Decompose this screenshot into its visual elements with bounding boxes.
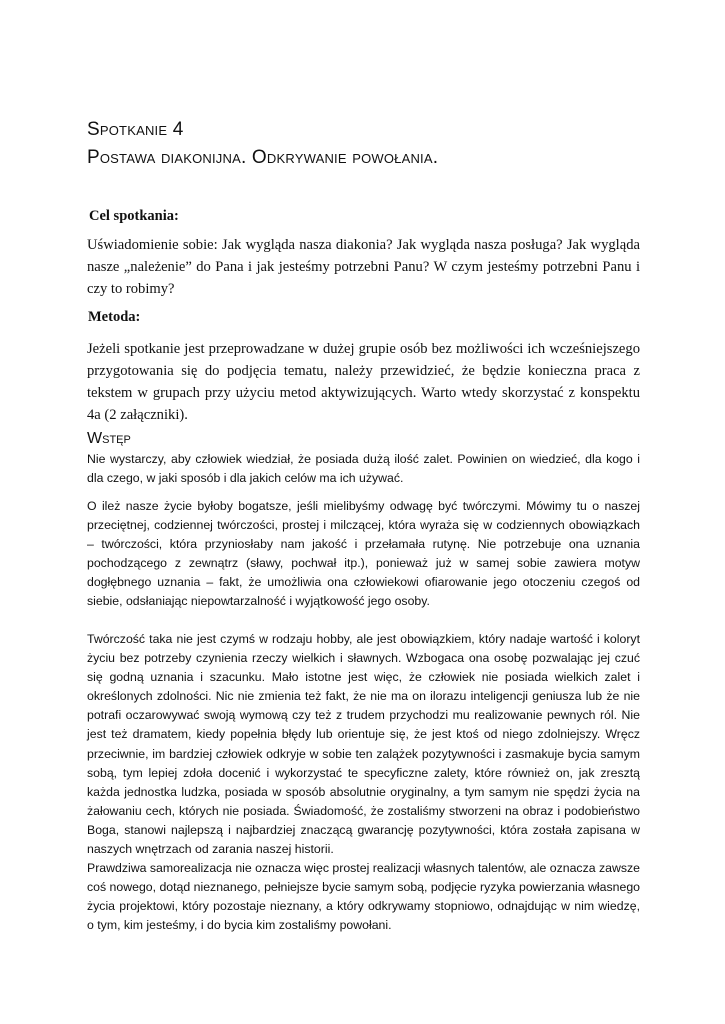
wstep-paragraph-1: Nie wystarczy, aby człowiek wiedział, że posiada dużą ilość zalet. Powinien on wiedzieć, dla kogo i dla czego, w jaki sposób i dla jakich celów ma ich używać.	[87, 452, 640, 486]
metoda-heading: Metoda:	[88, 309, 141, 325]
wstep-paragraph-3: Twórczość taka nie jest czymś w rodzaju hobby, ale jest obowiązkiem, który nadaje wartość i koloryt życiu bez potrzeby czynienia rzeczy wielkich i sławnych. Wzbogaca ona osobę pozwalając jej czuć się godną uznania i szacunku. Mało istotne jest więc, że człowiek nie posiada wielkich zalet i określonych zdolności. Nic nie zmienia też fakt, że nie ma on ilorazu inteligencji geniusza lub że nie potrafi oczarowywać swoją wymową czy też z trudem przychodzi mu realizowanie pewnych ról. Nie jest też dramatem, kiedy popełnia błędy lub orientuje się, że jest ktoś od niego zdolniejszy. Wręcz przeciwnie, im bardziej człowiek odkryje w sobie ten zalążek pozytywności i zasmakuje bycia samym sobą, tym lepiej zdoła docenić i wykorzystać te specyficzne zalety, które również on, jak zresztą każda jednostka ludzka, posiada w sposób absolutnie oryginalny, a tym samym nie spędzi życia na żałowaniu cech, których nie posiada. Świadomość, że zostaliśmy stworzeni na obraz i podobieństwo Boga, stanowi najlepszą i najbardziej znaczącą gwarancję pozytywności, która została zapisana w naszych wnętrzach od zarania naszej historii.	[87, 632, 640, 857]
metoda-paragraph: Jeżeli spotkanie jest przeprowadzane w dużej grupie osób bez możliwości ich wcześniejszego przygotowania się do podjęcia tematu, należy przewidzieć, że będzie konieczna praca z tekstem w grupach przy użyciu metod aktywizujących. Warto wtedy skorzystać z konspektu 4a (2 załączniki).	[87, 341, 640, 423]
document-title-line-2: Postawa diakonijna. Odkrywanie powołania.	[87, 147, 439, 168]
document-title-line-1: Spotkanie 4	[87, 119, 184, 140]
wstep-heading: Wstęp	[87, 430, 131, 447]
wstep-paragraph-2: O ileż nasze życie byłoby bogatsze, jeśli mielibyśmy odwagę być twórczymi. Mówimy tu o naszej przeciętnej, codziennej twórczości, prostej i milczącej, która wyraża się w codziennych obowiązkach – twórczości, która przyniosłaby nam jakość i przełamała rutynę. Nie potrzebuje ona uznania pochodzącego z zewnątrz (sławy, pochwał itp.), ponieważ już w samej sobie zawiera motyw dogłębnego uznania – fakt, że umożliwia ona człowiekowi ofiarowanie jego otoczeniu czegoś od siebie, odsłaniając niepowtarzalność i wyjątkowość jego osoby.	[87, 499, 640, 609]
wstep-paragraph-4: Prawdziwa samorealizacja nie oznacza więc prostej realizacji własnych talentów, ale oznacza zawsze coś nowego, dotąd nieznanego, pełniejsze bycie samym sobą, podjęcie ryzyka powierzania własnego życia projektowi, który pozostaje nieznany, a który odkrywamy stopniowo, odnajdując w nim wiedzę, o tym, kim jesteśmy, i do bycia kim zostaliśmy powołani.	[87, 861, 640, 933]
cel-paragraph: Uświadomienie sobie: Jak wygląda nasza diakonia? Jak wygląda nasza posługa? Jak wygląda nasze „należenie” do Pana i jak jesteśmy potrzebni Panu? W czym jesteśmy potrzebni Panu i czy to robimy?	[87, 237, 640, 297]
cel-heading: Cel spotkania:	[89, 208, 179, 224]
